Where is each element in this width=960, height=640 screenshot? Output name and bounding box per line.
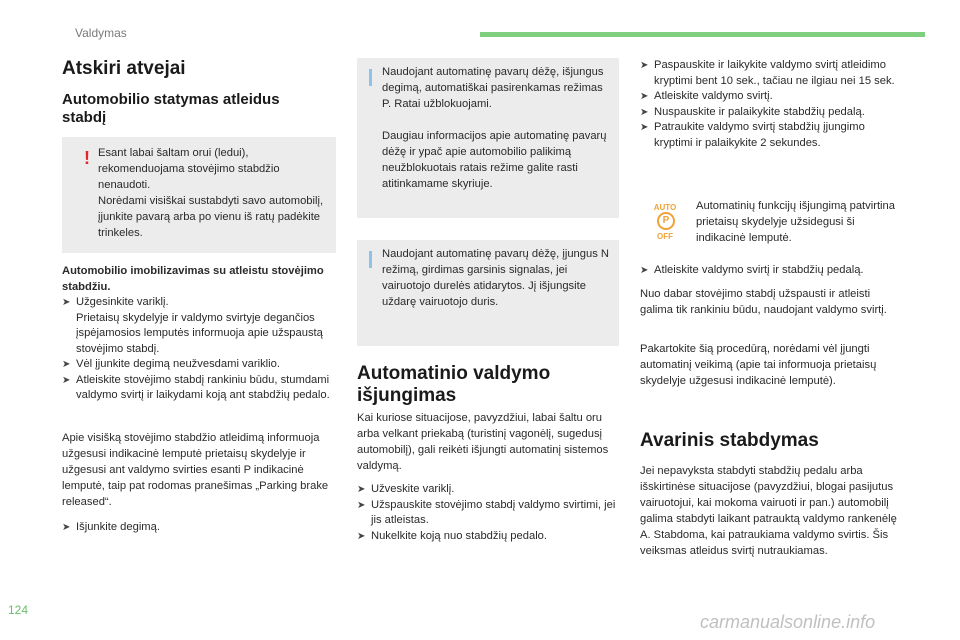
warning-text-1: Esant labai šaltam orui (ledui), rekomenduojama stovėjimo stabdžio nenaudoti.: [98, 147, 280, 191]
list-item: ➤ Užveskite variklį.: [357, 482, 619, 498]
warning-icon: !: [84, 148, 90, 168]
section-label: Valdymas: [75, 26, 127, 40]
arrow-icon: ➤: [357, 499, 366, 511]
repeat-paragraph: Pakartokite šią procedūrą, norėdami vėl įjungti automatinį veikimą (apie tai informuoja prietaisų skydelyje užgesusi indikacinė lemputė).: [640, 343, 877, 387]
page-number: 124: [8, 603, 29, 617]
arrow-icon: ➤: [62, 522, 71, 533]
list-item: ➤ Nukelkite koją nuo stabdžių pedalo.: [357, 529, 619, 545]
final-step: [62, 520, 336, 536]
procedure-steps: [640, 58, 905, 151]
arrow-icon: ➤: [357, 530, 366, 542]
arrow-icon: ➤: [62, 374, 71, 386]
immobilize-title: Automobilio imobilizavimas su atleistu stovėjimo stabdžiu.: [62, 265, 324, 293]
manual-only-paragraph: Nuo dabar stovėjimo stabdį užspausti ir atleisti galima tik rankiniu būdu, naudojant valdymo svirtį.: [640, 288, 887, 316]
arrow-icon: ➤: [640, 60, 649, 71]
release-paragraph: Apie visišką stovėjimo stabdžio atleidimą informuoja užgesusi indikacinė lemputė prietaisų skydelyje ir užgesusi ant valdymo svirties esanti P indikacinė lemputė, taip pat rodomas pranešimas „Parking brake released“.: [62, 432, 329, 508]
title-emergency-braking: Avarinis stabdymas: [640, 430, 819, 451]
list-item: ➤ Užspauskite stovėjimo stabdį valdymo svirtimi, jei jis atleistas.: [357, 498, 616, 526]
icon-description: Automatinių funkcijų išjungimą patvirtina prietaisų skydelyje užsidegusi ši indikacinė lemputė.: [696, 200, 895, 244]
title-special-cases: Atskiri atvejai: [62, 58, 186, 79]
auto-off-paragraph: Kai kuriose situacijose, pavyzdžiui, labai šaltu oru arba velkant priekabą (turistinį vagonėlį, sugedusį automobilį), gali reikėti išjungti automatinį sistemos valdymą.: [357, 412, 609, 472]
arrow-icon: ➤: [640, 91, 649, 102]
watermark: carmanualsonline.info: [700, 612, 876, 632]
list-item: ➤ Paspauskite ir laikykite valdymo svirtį atleidimo kryptimi bent 10 sek., tačiau ne ilgiau nei 15 sek.: [640, 59, 895, 87]
header-accent-bar: [480, 32, 925, 37]
arrow-icon: ➤: [62, 359, 71, 370]
list-item: ➤ Atleiskite valdymo svirtį.: [640, 89, 905, 105]
arrow-icon: ➤: [357, 484, 366, 495]
arrow-icon: ➤: [640, 265, 649, 276]
emergency-paragraph: Jei nepavyksta stabdyti stabdžių pedalu arba išskirtinėse situacijose (pavyzdžiui, blogai pasijutus vairuotojui, kai mokoma vairuoti ir pan.) automobilį galima stabdyti laikant patrauktą valdymo rankenėlę A. Stabdoma, kai patraukiama valdymo svirtis. Šis veiksmas atleidus svirtį nutraukiamas.: [640, 465, 897, 557]
info-text-2: Daugiau informacijos apie automatinę pavarų dėžę ir ypač apie automobilio palikimą neužblokuotais ratais režime galite rasti atitinkamame skyriuje.: [382, 130, 607, 190]
list-item: ➤ Nuspauskite ir palaikykite stabdžių pedalą.: [640, 105, 905, 121]
info-box-neutral: [357, 240, 619, 346]
list-item: ➤ Išjunkite degimą.: [62, 520, 336, 536]
list-item: ➤ Vėl įjunkite degimą neužvesdami variklio.: [62, 357, 336, 373]
auto-off-steps: [357, 482, 619, 544]
arrow-icon: ➤: [640, 122, 649, 133]
info-text-1: Naudojant automatinę pavarų dėžę, išjungus degimą, automatiškai pasirenkamas režimas P. Ratai užblokuojami.: [382, 66, 604, 110]
list-item: ➤ Atleiskite valdymo svirtį ir stabdžių pedalą.: [640, 263, 905, 279]
info-text-neutral: Naudojant automatinę pavarų dėžę, įjungus N režimą, girdimas garsinis signalas, jei vairuotojo durelės atidarytos. Jį išjungsite uždarę vairuotojo duris.: [382, 248, 610, 308]
subtitle-parking-released: Automobilio statymas atleidus stabdį: [62, 91, 280, 126]
list-item: ➤ Patraukite valdymo svirtį stabdžių įjungimo kryptimi ir palaikykite 2 sekundes.: [640, 121, 865, 149]
auto-p-off-icon: AUTO P OFF: [653, 203, 677, 241]
title-auto-off: Automatinio valdymo išjungimas: [357, 363, 551, 406]
arrow-icon: ➤: [62, 297, 71, 308]
info-icon: [369, 251, 372, 268]
release-step: [640, 263, 905, 279]
info-box-gearbox: [357, 58, 619, 218]
info-icon: [369, 69, 372, 86]
warning-box: [62, 137, 336, 253]
list-item: ➤ Atleiskite stovėjimo stabdį rankiniu būdu, stumdami valdymo svirtį ir laikydami koją ant stabdžių pedalo.: [62, 373, 330, 401]
arrow-icon: ➤: [640, 106, 649, 118]
list-item: ➤ Užgesinkite variklį. Prietaisų skydelyje ir valdymo svirtyje degančios įspėjamosios lemputės informuoja apie užspaustą stovėjimo stabdį.: [62, 296, 323, 355]
immobilize-steps: [62, 295, 336, 404]
warning-text-2: Norėdami visiškai sustabdyti savo automobilį, įjunkite pavarą arba po vienu iš ratų padėkite trinkeles.: [98, 195, 324, 239]
